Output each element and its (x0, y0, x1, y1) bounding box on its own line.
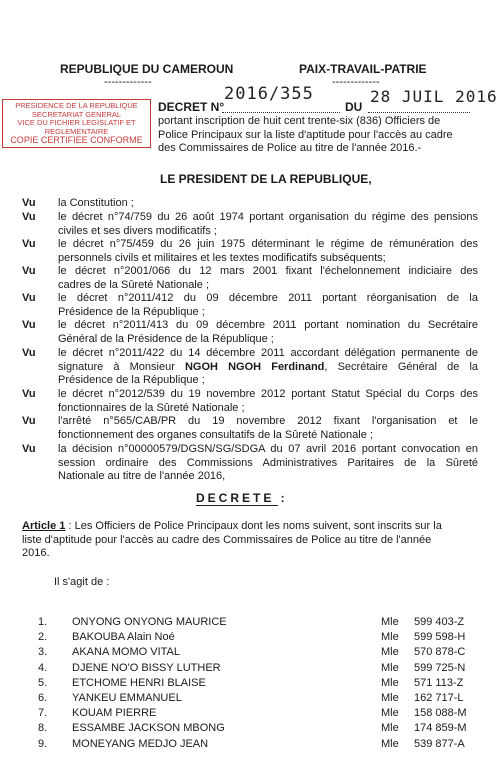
officer-number: 5. (38, 676, 48, 689)
decree-number-line (222, 112, 340, 113)
decree-date-label: DU (345, 100, 363, 114)
officer-mle-label: Mle (381, 631, 399, 644)
officer-row (0, 677, 500, 691)
vu-text-line: signature à Monsieur NGOH NGOH Ferdinand, Secrétaire Général de la (58, 360, 479, 373)
officer-row (0, 692, 500, 706)
decrete-heading: DECRETE : (196, 491, 288, 505)
vu-text-line: le décret n°2001/066 du 12 mars 2001 fixant l'échelonnement indiciaire des (58, 265, 478, 277)
vu-text (58, 292, 478, 319)
officer-matricule: 158 088-M (414, 707, 467, 720)
officer-mle-label: Mle (381, 737, 399, 750)
delegate-name: NGOH NGOH Ferdinand (184, 360, 325, 373)
motto-divider: ------------- (332, 76, 380, 88)
officer-name: ONYONG ONYONG MAURICE (72, 616, 227, 628)
vu-text-line: Nationale au titre de l'année 2016, (58, 470, 226, 482)
list-intro: Il s'agit de : (54, 576, 110, 588)
officer-name: DJENE NO'O BISSY LUTHER (72, 661, 221, 674)
vu-label: Vu (22, 319, 36, 331)
vu-text-line: session ordinaire des Commissions Administratives Paritaires de la Sûreté (58, 456, 478, 469)
officer-mle-label: Mle (381, 707, 399, 720)
vu-text (58, 319, 478, 346)
officer-number: 4. (38, 661, 48, 674)
vu-label: Vu (22, 238, 36, 250)
vu-text-line: Présidence de la République ; (58, 374, 205, 386)
officer-row (0, 722, 500, 736)
subject-line: Police Principaux sur la liste d'aptitude pour l'accès au cadre (158, 128, 453, 141)
vu-text (58, 415, 478, 442)
decree-label: DECRET N° (158, 100, 225, 114)
vu-text-line: fonctionnement des organes consultatifs de la Sûreté Nationale ; (58, 428, 373, 441)
officer-number: 6. (38, 692, 48, 704)
vu-text-line: fonctionnaires de la Sûreté Nationale ; (58, 401, 245, 414)
officer-row (0, 646, 500, 660)
vu-text-line: cadres de la Sûreté Nationale ; (58, 278, 210, 291)
officer-number: 9. (38, 737, 48, 750)
vu-text-line: le décret n°2011/413 du 09 décembre 2011 portant nomination du Secrétaire (58, 319, 478, 331)
officer-number: 8. (38, 722, 48, 735)
vu-text-line: le décret n°2011/422 du 14 décembre 2011 accordant délégation permanente de (58, 347, 478, 359)
vu-label: Vu (22, 388, 36, 400)
vu-text (58, 443, 478, 484)
vu-text (58, 265, 478, 292)
officer-list (0, 616, 500, 766)
officer-row (0, 631, 500, 645)
country-divider: ------------- (104, 76, 152, 88)
decree-subject (158, 115, 488, 156)
officer-row (0, 738, 500, 752)
officer-number: 1. (38, 616, 48, 628)
officer-name: MONEYANG MEDJO JEAN (72, 737, 209, 750)
vu-label: Vu (22, 347, 36, 359)
officer-name: BAKOUBA Alain Noé (72, 631, 175, 644)
vu-text-line: le décret n°2012/539 du 19 novembre 2012 portant Statut Spécial du Corps des (58, 388, 478, 400)
article-line-text: : Les Officiers de Police Principaux dont les noms suivent, sont inscrits sur la (65, 520, 442, 532)
officer-matricule: 571 113-Z (414, 676, 464, 689)
officer-matricule: 599 598-H (414, 631, 466, 644)
vu-text-line: la décision n°00000579/DGSN/SG/SDGA du 07 avril 2016 portant convocation en (58, 443, 478, 455)
stamp-line: VICE DU FICHIER LEGISLATIF ET REGLEMENTAIRE (17, 118, 136, 136)
officer-mle-label: Mle (381, 661, 399, 674)
article-line: liste d'aptitude pour l'accès au cadre des Commissaires de Police au titre de l'année (22, 533, 432, 546)
certified-copy-stamp (2, 99, 151, 148)
officer-mle-label: Mle (381, 676, 399, 689)
officer-matricule: 570 878-C (414, 646, 466, 659)
officer-name: KOUAM PIERRE (72, 707, 157, 720)
officer-matricule: 599 403-Z (414, 616, 465, 628)
officer-number: 2. (38, 631, 48, 644)
vu-label: Vu (22, 197, 36, 209)
officer-matricule: 162 717-L (414, 692, 464, 704)
article-1 (22, 520, 480, 561)
officer-row (0, 707, 500, 721)
subject-line: portant inscription de huit cent trente-six (836) Officiers de (158, 115, 441, 127)
officer-name: ETCHOME HENRI BLAISE (72, 676, 206, 689)
country-name: REPUBLIQUE DU CAMEROUN (60, 62, 234, 76)
vu-text-line: le décret n°2011/412 du 09 décembre 2011 portant réorganisation de la (58, 292, 478, 304)
vu-text-line: personnels civils et militaires et les textes modificatifs subséquents; (58, 251, 386, 264)
officer-name: AKANA MOMO VITAL (72, 646, 180, 659)
decrete-underline (196, 505, 278, 506)
article-line (22, 520, 480, 534)
officer-row (0, 662, 500, 676)
vu-text (58, 238, 478, 265)
officer-number: 7. (38, 707, 48, 720)
decree-date-line (368, 112, 470, 113)
officer-matricule: 599 725-N (414, 661, 466, 674)
officer-matricule: 539 877-A (414, 737, 465, 750)
officer-matricule: 174 859-M (414, 722, 467, 735)
officer-number: 3. (38, 646, 48, 659)
president-heading: LE PRESIDENT DE LA REPUBLIQUE, (160, 172, 372, 186)
vu-text-line: Général de la Présidence de la République ; (58, 332, 274, 345)
article-1-label: Article 1 (22, 520, 66, 532)
stamp-line: COPIE CERTIFIEE CONFORME (10, 135, 143, 146)
subject-line: des Commissaires de Police au titre de l'année 2016.- (158, 142, 422, 154)
officer-mle-label: Mle (381, 616, 399, 628)
stamp-line: PRESIDENCE DE LA REPUBLIQUE (15, 101, 138, 110)
decree-date: 28 JUIL 2016 (370, 87, 498, 106)
vu-label: Vu (22, 443, 36, 455)
officer-name: YANKEU EMMANUEL (72, 692, 182, 704)
decree-number: 2016/355 (224, 84, 314, 104)
vu-text-line: la Constitution ; (58, 197, 134, 209)
vu-text-line: Présidence de la République ; (58, 305, 205, 318)
vu-text-line: le décret n°74/759 du 26 août 1974 portant organisation du régime des pensions (58, 211, 478, 223)
vu-text-line: le décret n°75/459 du 26 juin 1975 déterminant le régime de rémunération des (58, 238, 478, 250)
vu-text-line: l'arrêté n°565/CAB/PR du 19 novembre 2012 fixant l'organisation et le (58, 415, 478, 427)
vu-label: Vu (22, 292, 36, 304)
officer-name: ESSAMBE JACKSON MBONG (72, 722, 225, 735)
officer-mle-label: Mle (381, 722, 399, 735)
vu-text (58, 388, 478, 415)
vu-text (58, 211, 478, 238)
national-motto: PAIX-TRAVAIL-PATRIE (299, 62, 427, 76)
vu-text (58, 197, 478, 211)
officer-row (0, 616, 500, 630)
officer-mle-label: Mle (381, 646, 399, 659)
vu-text (58, 347, 478, 388)
stamp-line: SECRETARIAT GENERAL (31, 109, 122, 119)
vu-label: Vu (22, 265, 36, 277)
officer-mle-label: Mle (381, 692, 399, 704)
vu-text-line: civiles et ses divers modificatifs ; (58, 224, 217, 237)
vu-label: Vu (22, 211, 36, 223)
vu-label: Vu (22, 415, 36, 427)
article-line: 2016. (22, 547, 50, 559)
